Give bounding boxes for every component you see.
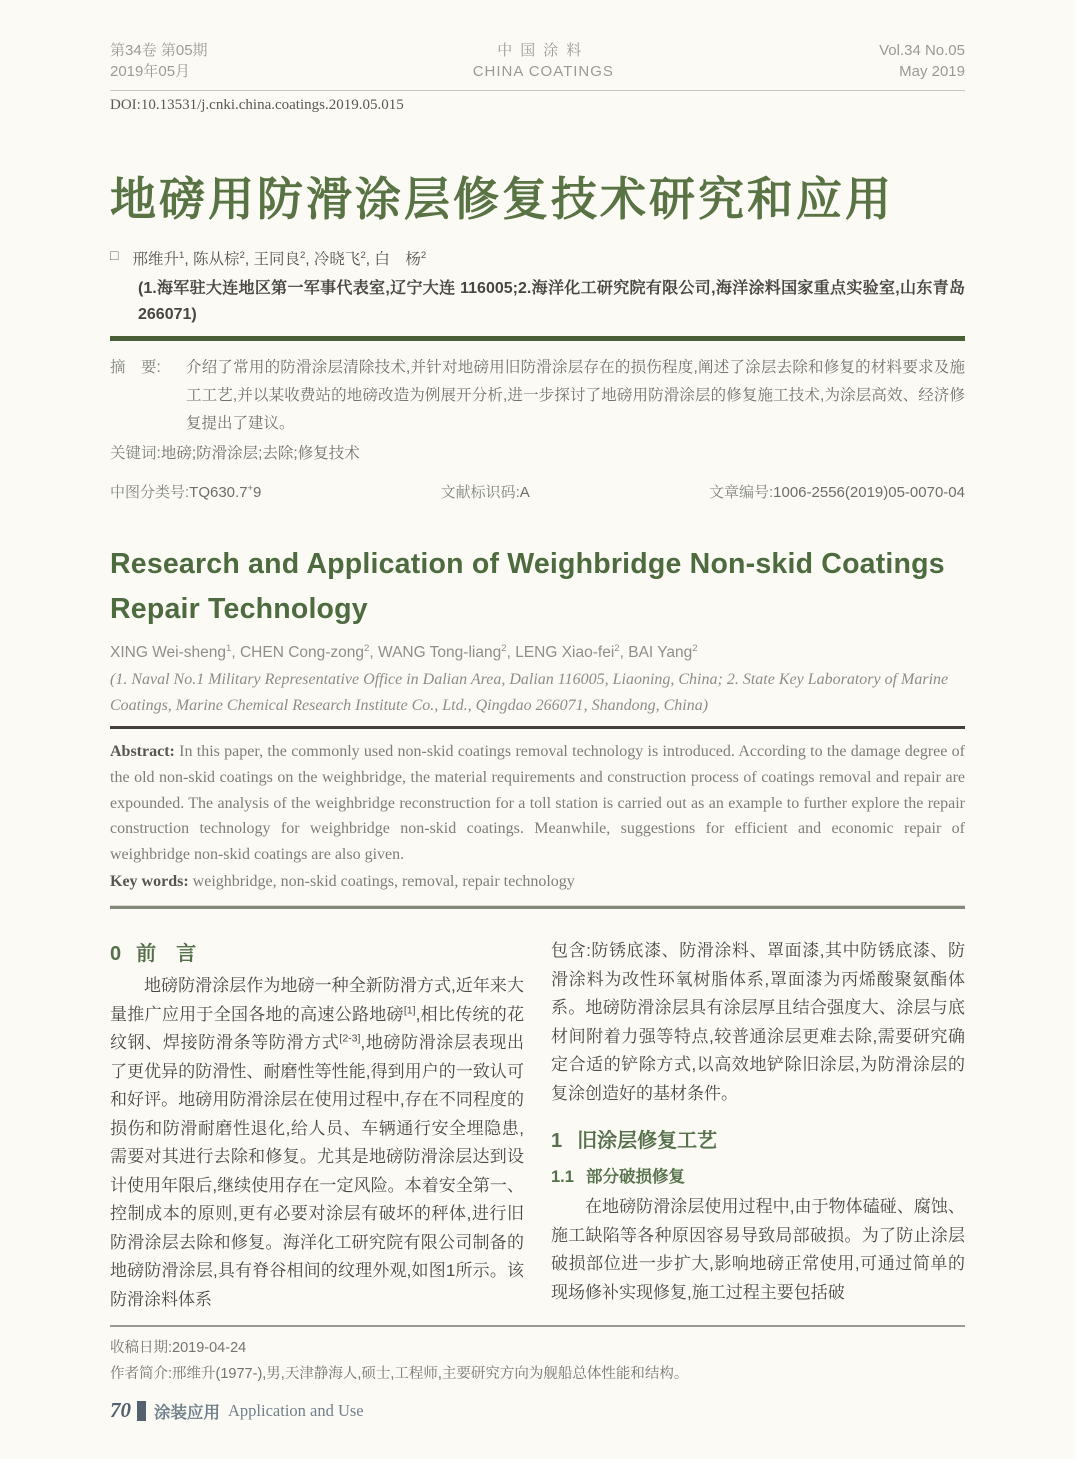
citation-ref: [1] bbox=[403, 1003, 416, 1016]
volume-issue-cn: 第34卷 第05期 bbox=[110, 42, 208, 59]
keywords-en bbox=[110, 869, 965, 895]
abstract-text-en: In this paper, the commonly used non-skid coatings removal technology is introduced. According to the damage degree of the old non-skid coatings on the weighbridge, the material requirements and construction process of coatings removal and repair are expounded. The analysis of the weighbridge reconstruction for a toll station is carried out as an example to further explore the repair construction technology for weighbridge non-skid coatings. Meanwhile, suggestions for efficient and economic repair of weighbridge non-skid coatings are also given. bbox=[110, 743, 965, 863]
author-cn: 冷晓飞$^2$, bbox=[313, 250, 371, 269]
author-en: LENG Xiao-fei$^2$, bbox=[515, 642, 629, 661]
article-id: 文章编号:1006-2556(2019)05-0070-04 bbox=[708, 483, 965, 501]
paragraph: 包含:防锈底漆、防滑涂料、罩面漆,其中防锈底漆、防滑涂料为改性环氧树脂体系,罩面漆为丙烯酸聚氨酯体系。地磅防滑涂层具有涂层厚且结合强度大、涂层与底材间附着力强等特点,较普通涂层更难去除,需要研究确定合适的铲除方式,以高效地铲除旧涂层,为防滑涂层的复涂创造好的基材条件。 bbox=[551, 940, 965, 1103]
citation-ref: [2-3] bbox=[339, 1032, 361, 1045]
author-en: XING Wei-sheng$^1$, bbox=[110, 642, 240, 661]
clc-number: 中图分类号:TQ630.7+9 bbox=[110, 482, 262, 501]
section-number: 0 bbox=[110, 942, 122, 965]
document-code: 文献标识码:A bbox=[440, 483, 530, 501]
volume-issue-en: Vol.34 No.05 bbox=[879, 42, 965, 59]
section-title: 旧涂层修复工艺 bbox=[577, 1130, 718, 1153]
footnote bbox=[110, 1325, 965, 1387]
divider-english bbox=[110, 726, 965, 729]
author-list-cn bbox=[132, 247, 426, 269]
abstract-cn bbox=[110, 354, 965, 438]
author-cn: 陈从棕$^2$, bbox=[192, 250, 250, 269]
authors-cn bbox=[110, 247, 965, 269]
footer-section-en: Application and Use bbox=[228, 1400, 364, 1420]
page-number: 70 bbox=[110, 1398, 131, 1422]
divider-title bbox=[110, 336, 965, 341]
author-marker-icon: □ bbox=[110, 247, 119, 264]
section-number: 1 bbox=[551, 1130, 563, 1153]
affiliation-en: (1. Naval No.1 Military Representative Office in Dalian Area, Dalian 116005, Liaoning, China; 2. State Key Laboratory of Marine Coatings, Marine Chemical Research Institute Co., Ltd., Qingdao 266071, Shandong, China) bbox=[110, 670, 949, 714]
authors-en bbox=[110, 644, 965, 662]
section-heading-1-1 bbox=[551, 1163, 965, 1187]
date-en: May 2019 bbox=[899, 63, 965, 80]
section-heading-1 bbox=[551, 1124, 965, 1153]
masthead-volume-en bbox=[879, 40, 965, 82]
author-en: CHEN Cong-zong$^2$, bbox=[239, 642, 379, 661]
footer-bar-icon bbox=[137, 1401, 146, 1421]
section-title: 前 言 bbox=[136, 942, 197, 965]
keywords-label-cn: 关键词: bbox=[110, 444, 161, 462]
affiliation-cn: (1.海军驻大连地区第一军事代表室,辽宁大连 116005;2.海洋化工研究院有限公司,海洋涂料国家重点实验室,山东青岛 266071) bbox=[138, 280, 965, 324]
author-en: WANG Tong-liang$^2$, bbox=[378, 642, 516, 661]
abstract-label-en: Abstract: bbox=[110, 743, 175, 761]
body-columns bbox=[110, 937, 965, 1315]
abstract-text-cn: 介绍了常用的防滑涂层清除技术,并针对地磅用旧防滑涂层存在的损伤程度,阐述了涂层去除和修复的材料要求及施工工艺,并以某收费站的地磅改造为例展开分析,进一步探讨了地磅用防滑涂层的修复施工技术,为涂层高效、经济修复提出了建议。 bbox=[186, 359, 965, 432]
paragraph: 地磅防滑涂层作为地磅一种全新防滑方式,近年来大量推广应用于全国各地的高速公路地磅[1],相比传统的花纹钢、焊接防滑条等防滑方式[2-3],地磅防滑涂层表现出了更优异的防滑性、耐磨性等性能,得到用户的一致认可和好评。地磅用防滑涂层在使用过程中,存在不同程度的损伤和防滑耐磨性退化,给人员、车辆通行安全埋隐患,需要对其进行去除和修复。尤其是地磅防滑涂层达到设计使用年限后,继续使用存在一定风险。本着安全第一、控制成本的原则,更有必要对涂层有破坏的秤体,进行旧防滑涂层去除和修复。海洋化工研究院有限公司制备的地磅防滑涂层,具有脊谷相间的纹理外观,如图1所示。该防滑涂料体系 bbox=[110, 975, 524, 1309]
footer-section-cn: 涂装应用 bbox=[154, 1403, 220, 1422]
keywords-cn bbox=[110, 440, 965, 468]
author-bio: 作者简介:邢维升(1977-),男,天津静海人,硕士,工程师,主要研究方向为舰船总体性能和结构。 bbox=[110, 1365, 689, 1382]
author-cn: 王同良$^2$, bbox=[253, 250, 310, 269]
column-right bbox=[551, 937, 965, 1315]
section-title: 部分破损修复 bbox=[585, 1168, 685, 1187]
article-meta bbox=[110, 481, 965, 502]
masthead-journal bbox=[473, 40, 614, 82]
section-number: 1.1 bbox=[551, 1168, 574, 1187]
abstract-en bbox=[110, 739, 965, 867]
author-cn: 邢维升$^1$, bbox=[132, 250, 189, 269]
article-title-cn: 地磅用防滑涂层修复技术研究和应用 bbox=[110, 173, 894, 225]
masthead-volume-cn bbox=[110, 40, 208, 82]
column-left bbox=[110, 937, 524, 1315]
keywords-text-en: weighbridge, non-skid coatings, removal, repair technology bbox=[188, 873, 575, 891]
section-heading-0 bbox=[110, 937, 524, 966]
author-en: BAI Yang$^2$ bbox=[628, 642, 698, 661]
paragraph: 在地磅防滑涂层使用过程中,由于物体磕碰、腐蚀、施工缺陷等各种原因容易导致局部破损。为了防止涂层破损部位进一步扩大,影响地磅正常使用,可通过简单的现场修补实现修复,施工过程主要包括破 bbox=[551, 1197, 965, 1302]
journal-name-cn: 中国涂料 bbox=[497, 42, 590, 59]
author-cn: 白 杨$^2$ bbox=[374, 250, 427, 269]
received-date: 收稿日期:2019-04-24 bbox=[110, 1339, 247, 1356]
article-title-en: Research and Application of Weighbridge Non-skid Coatings Repair Technology bbox=[110, 547, 945, 625]
masthead bbox=[110, 40, 965, 91]
abstract-label-cn: 摘 要: bbox=[110, 359, 161, 376]
date-cn: 2019年05月 bbox=[110, 63, 191, 80]
doi: DOI:10.13531/j.cnki.china.coatings.2019.05.015 bbox=[110, 97, 404, 113]
journal-name-en: CHINA COATINGS bbox=[472, 63, 614, 80]
keywords-label-en: Key words: bbox=[110, 873, 189, 891]
divider-body bbox=[110, 905, 965, 909]
keywords-text-cn: 地磅;防滑涂层;去除;修复技术 bbox=[160, 444, 360, 462]
page-footer bbox=[110, 1398, 364, 1423]
